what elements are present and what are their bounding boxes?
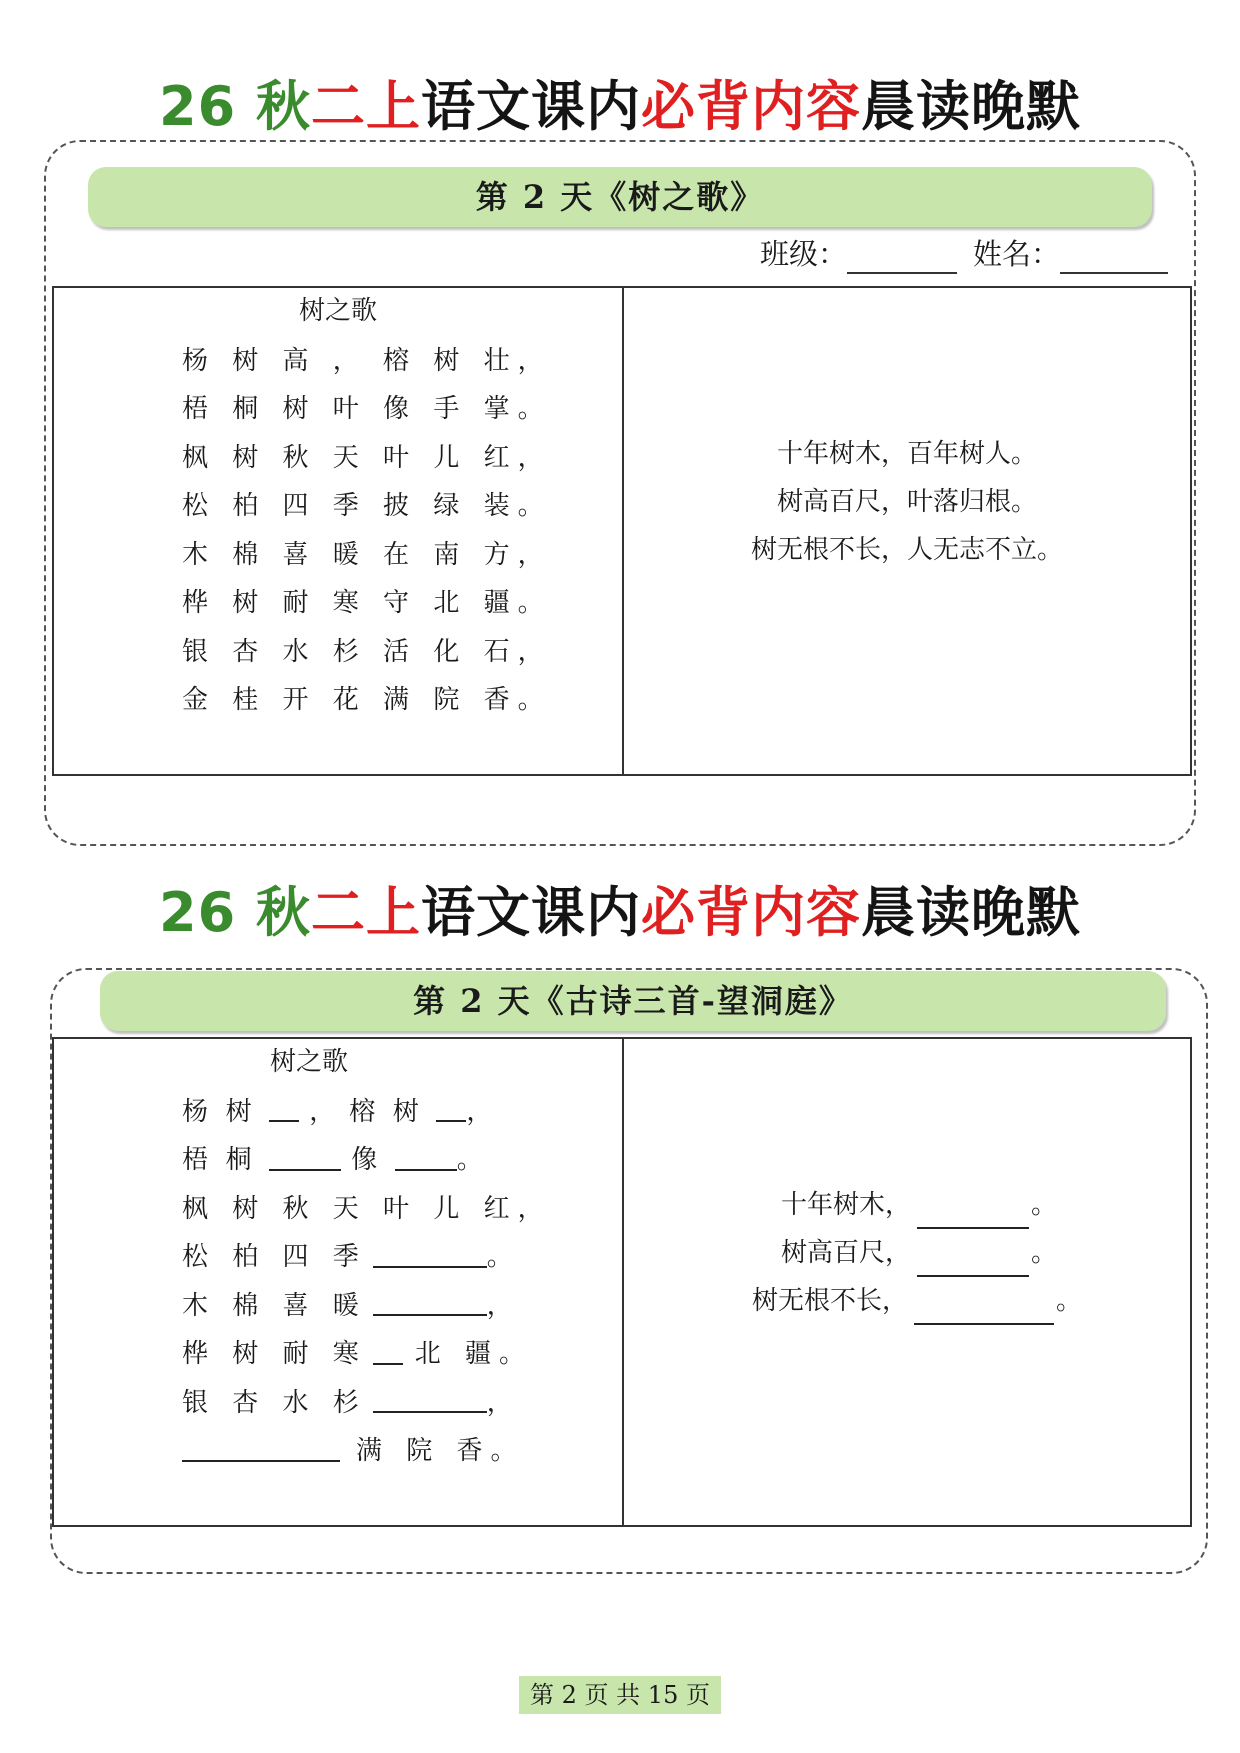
answer-blank[interactable] xyxy=(373,1387,487,1413)
poem-chars: 木 棉 喜 暖 xyxy=(182,1290,367,1321)
poem-title: 树之歌 xyxy=(270,1047,349,1077)
poem-chars: 北 疆。 xyxy=(414,1339,534,1370)
day-banner-1: 第 2 天《树之歌》 xyxy=(88,167,1152,227)
poem-chars: 银 杏 水 杉 xyxy=(182,1387,367,1418)
page-number: 第 2 页 共 15 页 xyxy=(519,1676,721,1714)
fill-line-6 xyxy=(182,1328,552,1377)
answer-blank[interactable] xyxy=(436,1096,466,1122)
poem-char: 梧 xyxy=(182,1145,209,1176)
poem-line: 金 桂 开 花 满 院 香。 xyxy=(182,685,552,716)
poem-column xyxy=(54,288,624,774)
answer-blank[interactable] xyxy=(917,1251,1029,1277)
proverb-end: 。 xyxy=(1031,1190,1058,1220)
poem-char: 榕 xyxy=(349,1096,376,1127)
fill-line-1 xyxy=(182,1085,552,1134)
fill-line-4 xyxy=(182,1231,552,1280)
answer-blank[interactable] xyxy=(182,1436,340,1462)
answer-blank[interactable] xyxy=(395,1145,457,1171)
proverb-end: 。 xyxy=(1031,1238,1058,1268)
proverbs xyxy=(624,430,1190,574)
poem-chars: 松 柏 四 季 xyxy=(182,1242,367,1273)
title-seg-4: 必背内容 xyxy=(640,75,861,138)
poem-char: 桐 xyxy=(225,1145,252,1176)
answer-blank[interactable] xyxy=(373,1290,487,1316)
fill-proverb-line xyxy=(752,1181,1082,1229)
class-field[interactable] xyxy=(847,242,957,274)
title-seg-3: 语文课内 xyxy=(420,75,641,138)
poem-char: 杨 xyxy=(182,1096,209,1127)
student-info xyxy=(760,234,1168,274)
fill-proverb-line xyxy=(752,1229,1082,1277)
answer-blank[interactable] xyxy=(269,1096,299,1122)
fill-line-7 xyxy=(182,1376,552,1425)
poem-line: 桦 树 耐 寒 守 北 疆。 xyxy=(182,588,552,619)
fill-proverb-line xyxy=(752,1277,1082,1325)
page-title-2 xyxy=(0,878,1240,948)
poem-chars: 满 院 香。 xyxy=(356,1436,525,1467)
poem-char: 像 xyxy=(351,1145,378,1176)
poem-char: ， xyxy=(309,1096,336,1127)
poem-char: ， xyxy=(486,1290,513,1321)
poem-char: 树 xyxy=(225,1096,252,1127)
poem-line: 银 杏 水 杉 活 化 石， xyxy=(182,636,552,667)
fill-poem-lines xyxy=(182,1085,552,1473)
title-seg-4: 必背内容 xyxy=(640,881,861,944)
answer-blank[interactable] xyxy=(917,1203,1029,1229)
fill-poem-column xyxy=(54,1039,624,1525)
proverb-text: 树高百尺， xyxy=(781,1238,912,1268)
title-seg-3: 语文课内 xyxy=(420,881,641,944)
poem-char: 。 xyxy=(486,1242,513,1273)
answer-blank[interactable] xyxy=(373,1242,487,1268)
page-title xyxy=(0,72,1240,142)
poem-char: ， xyxy=(466,1096,493,1127)
title-seg-5: 晨读晚默 xyxy=(860,75,1081,138)
poem-char: 树 xyxy=(392,1096,419,1127)
name-label: 姓名： xyxy=(973,237,1061,271)
name-field[interactable] xyxy=(1060,242,1168,274)
proverb-line: 树高百尺，叶落归根。 xyxy=(776,487,1037,517)
poem-line: 梧 桐 树 叶 像 手 掌。 xyxy=(182,394,552,425)
fill-proverbs xyxy=(752,1181,1082,1325)
proverb-column xyxy=(624,288,1190,774)
title-seg-2: 二上 xyxy=(310,75,421,138)
fill-line-3: 枫 树 秋 天 叶 儿 红， xyxy=(182,1193,552,1224)
fill-line-5 xyxy=(182,1279,552,1328)
class-label: 班级： xyxy=(760,237,848,271)
content-box-2 xyxy=(52,1037,1192,1527)
fill-line-2 xyxy=(182,1134,552,1183)
poem-lines xyxy=(182,334,552,722)
poem-title: 树之歌 xyxy=(299,296,378,326)
proverb-text: 十年树木， xyxy=(781,1190,912,1220)
proverb-line: 十年树木，百年树人。 xyxy=(776,439,1037,469)
title-seg-1: 26 秋 xyxy=(159,75,311,138)
fill-line-8 xyxy=(182,1425,552,1474)
proverb-line: 树无根不长，人无志不立。 xyxy=(750,535,1063,565)
proverb-text: 树无根不长， xyxy=(752,1286,909,1316)
poem-char: ， xyxy=(486,1387,513,1418)
title-seg-2: 二上 xyxy=(310,881,421,944)
answer-blank[interactable] xyxy=(914,1299,1054,1325)
poem-line: 松 柏 四 季 披 绿 装。 xyxy=(182,491,552,522)
title-seg-5: 晨读晚默 xyxy=(860,881,1081,944)
title-seg-1: 26 秋 xyxy=(159,881,311,944)
poem-line: 木 棉 喜 暖 在 南 方， xyxy=(182,539,552,570)
poem-line: 枫 树 秋 天 叶 儿 红， xyxy=(182,442,552,473)
answer-blank[interactable] xyxy=(269,1145,341,1171)
proverb-end: 。 xyxy=(1056,1286,1083,1316)
poem-line: 杨 树 高 ， 榕 树 壮， xyxy=(182,345,552,376)
poem-chars: 桦 树 耐 寒 xyxy=(182,1339,367,1370)
day-banner-2: 第 2 天《古诗三首-望洞庭》 xyxy=(100,971,1166,1031)
answer-blank[interactable] xyxy=(373,1339,403,1365)
poem-char: 。 xyxy=(456,1145,483,1176)
fill-proverb-column xyxy=(624,1039,1190,1525)
content-box-1 xyxy=(52,286,1192,776)
